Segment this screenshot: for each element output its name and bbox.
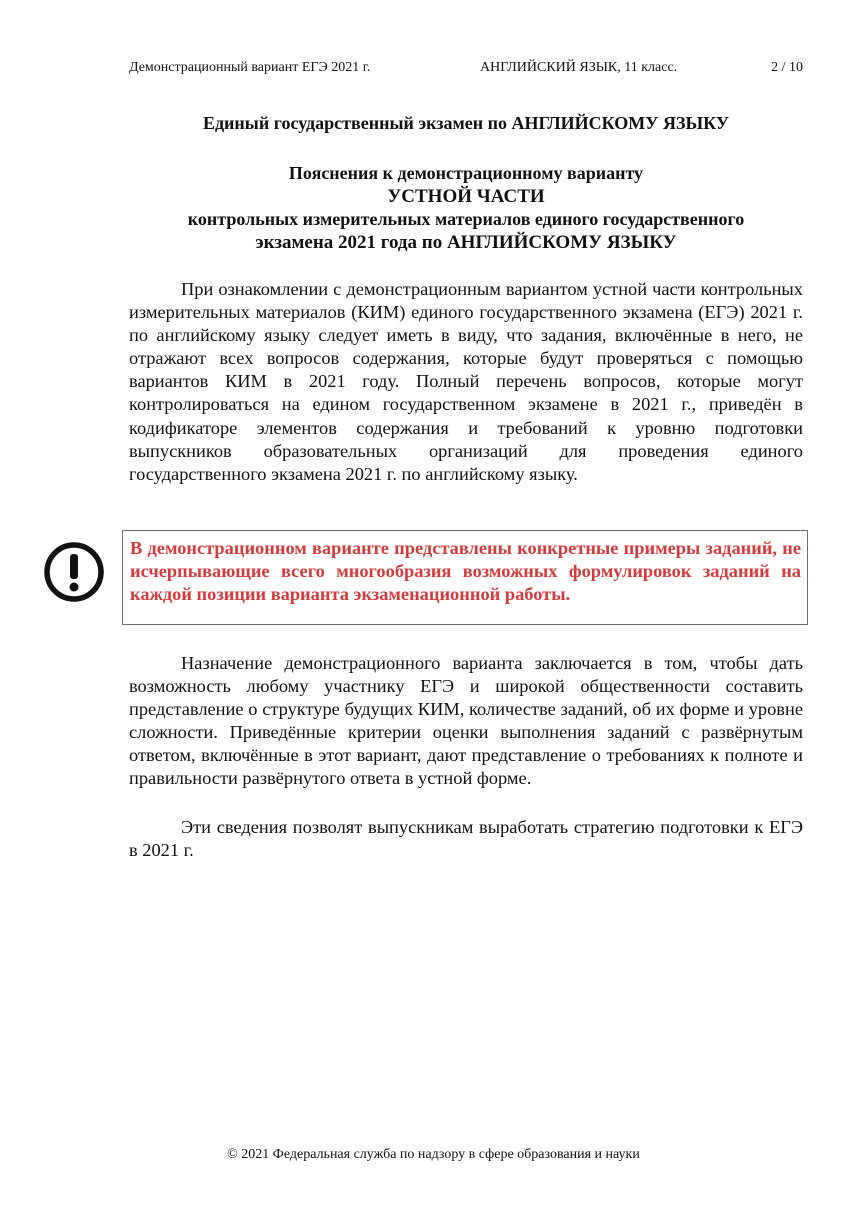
explanation-line-2: УСТНОЙ ЧАСТИ: [387, 186, 545, 207]
explanation-line-4: экзамена 2021 года по АНГЛИЙСКОМУ ЯЗЫКУ: [255, 232, 677, 253]
page-header: [129, 60, 803, 80]
header-subject: АНГЛИЙСКИЙ ЯЗЫК, 11 класс.: [480, 60, 678, 75]
purpose-paragraph-text: Назначение демонстрационного варианта заключается в том, чтобы дать возможность любому участнику ЕГЭ и широкой общественности составить представление о структуре будущих КИМ, количестве заданий, об их форме и уровне сложности. Приведённые критерии оценки выполнения заданий с развёрнутым ответом, включённые в этот вариант, дают представление о требованиях к полноте и правильности развёрнутого ответа в устной форме.: [129, 653, 803, 789]
explanation-line-3: контрольных измерительных материалов единого государственного: [187, 209, 745, 229]
document-title: Единый государственный экзамен по АНГЛИЙСКОМУ ЯЗЫКУ: [202, 113, 730, 133]
header-exam-variant: Демонстрационный вариант ЕГЭ 2021 г.: [129, 60, 371, 75]
intro-paragraph: [129, 278, 803, 486]
header-page-number: 2 / 10: [771, 60, 803, 75]
warning-box: [122, 530, 808, 625]
intro-paragraph-text: При ознакомлении с демонстрационным вариантом устной части контрольных измерительных материалов (КИМ) единого государственного экзамена (ЕГЭ) 2021 г. по английскому языку следует иметь в виду, что задания, включённые в него, не отражают всех вопросов содержания, которые будут проверяться с помощью вариантов КИМ в 2021 году. Полный перечень вопросов, которые могут контролироваться на едином государственном экзамене в 2021 г., приведён в кодификаторе элементов содержания и требований к уровню подготовки выпускников образовательных организаций для проведения единого государственного экзамена 2021 г. по английскому языку.: [129, 279, 803, 484]
explanation-line-1: Пояснения к демонстрационному варианту: [288, 163, 644, 183]
strategy-paragraph-text: Эти сведения позволят выпускникам выработать стратегию подготовки к ЕГЭ в 2021 г.: [129, 817, 803, 861]
warning-text: В демонстрационном варианте представлены конкретные примеры заданий, не исчерпывающие всего многообразия возможных формулировок заданий на каждой позиции варианта экзаменационной работы.: [130, 538, 801, 604]
explanation-heading: [129, 162, 803, 254]
copyright-footer: © 2021 Федеральная служба по надзору в сфере образования и науки: [227, 1147, 640, 1162]
exclamation-circle-icon: [43, 541, 105, 603]
strategy-paragraph: [129, 816, 803, 862]
purpose-paragraph: [129, 652, 803, 791]
